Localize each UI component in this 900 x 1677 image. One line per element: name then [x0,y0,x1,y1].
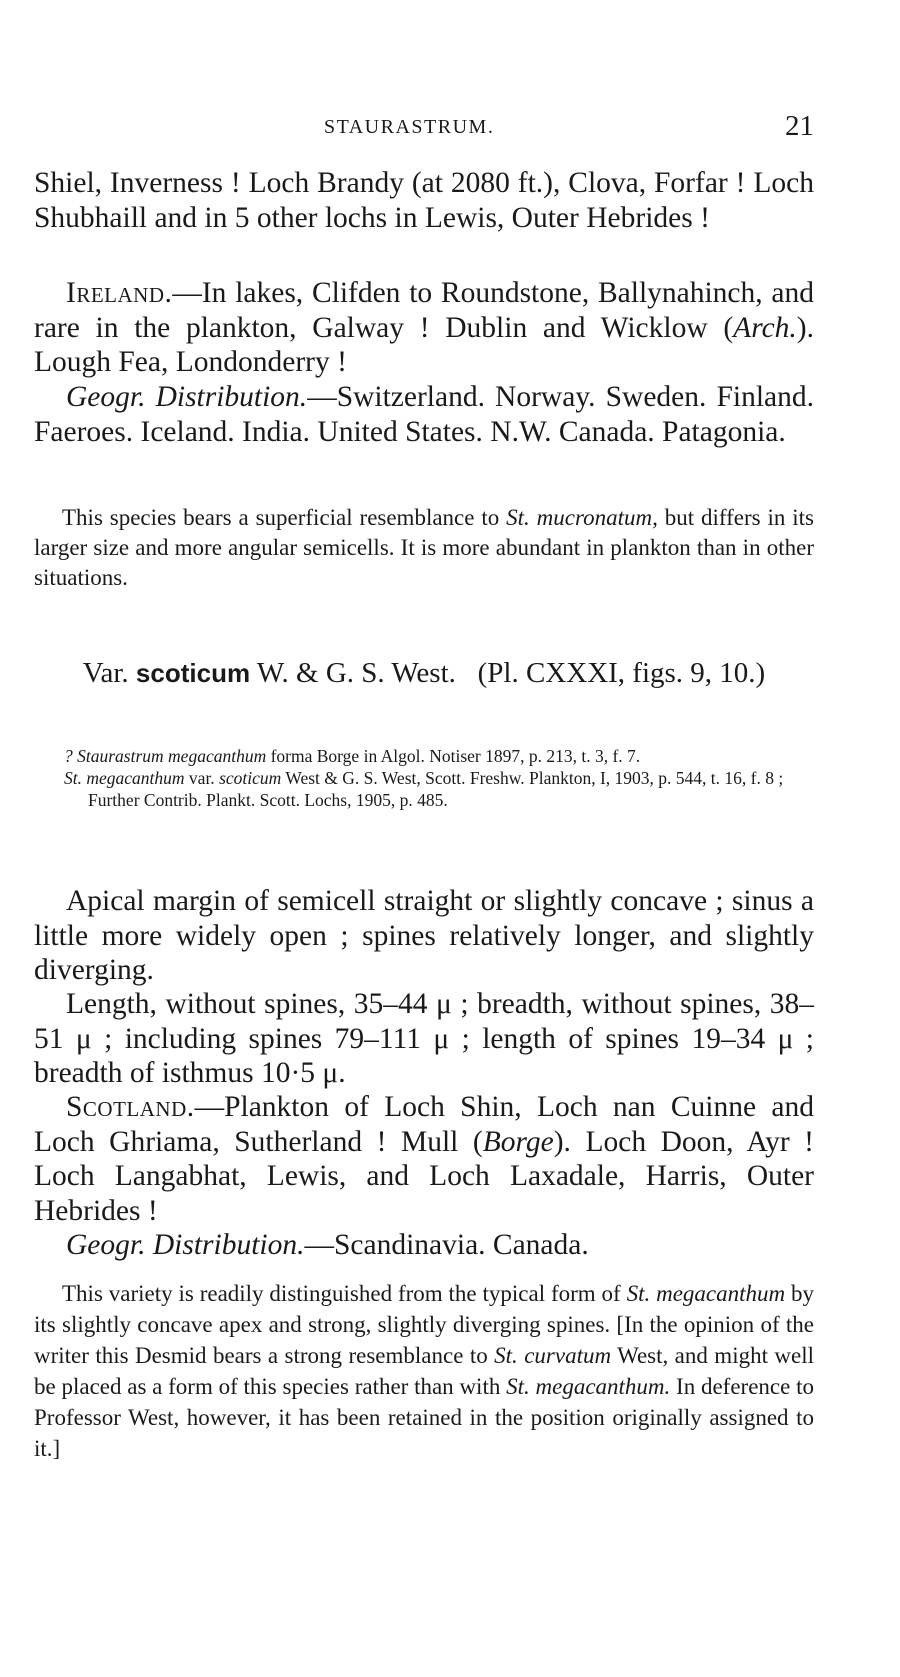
page-number: 21 [785,110,814,142]
synonym-1-name: ? Staurastrum megacanthum [64,746,267,766]
note2-part-3: West, and might well be placed as a form of this species rather than with [34,1343,814,1399]
note2-species-1: St. megacanthum [626,1281,786,1306]
running-title: STAURASTRUM. [324,116,495,138]
variety-heading [34,656,814,690]
scotland-label: Scotland. [66,1091,195,1123]
variety-note [34,1278,814,1464]
note2-part-2: by its slightly concave apex and strong, slightly diverging spines. [In the opinion of the writer this Desmid bears a strong resemblance to [34,1281,814,1368]
synonym-2 [64,767,814,811]
synonym-1 [64,745,814,767]
synonym-2-name: St. megacanthum [64,768,185,788]
variety-plate: (Pl. CXXXI, figs. 9, 10.) [477,657,766,689]
variety-distribution-label: Geogr. Distribution. [66,1229,305,1261]
variety-author: W. & G. S. West. [256,657,456,689]
note1-pre: This species bears a superficial resemblance to [62,505,507,530]
measurements-text: Length, without spines, 35–44 μ ; breadth, without spines, 38–51 μ ; including spines 79–111 μ ; length of spines 19–34 μ ; breadth of isthmus 10·5 μ. [34,988,814,1089]
running-header [34,112,814,152]
note2-species-2: St. curvatum [494,1343,612,1368]
distribution-paragraph [34,380,814,449]
species-note [34,503,814,593]
scotland-tail: ). Loch Doon, Ayr ! Loch Langabhat, Lewis, and Loch Laxadale, Harris, Outer Hebrides ! [34,1125,815,1227]
variety-distribution-paragraph [34,1228,814,1263]
synonym-2-variety: scoticum [219,768,282,788]
scotland-citation: Borge [482,1125,554,1158]
synonym-2-text: var. [184,768,220,788]
ireland-paragraph [34,276,814,380]
measurements-paragraph [34,987,814,1091]
synonym-1-citation: forma Borge in Algol. Notiser 1897, p. 213, t. 3, f. 7. [266,746,641,766]
locality-paragraph [34,166,814,235]
ireland-label: Ireland. [66,277,173,309]
scotland-paragraph [34,1090,814,1228]
variety-distribution-text: —Scandinavia. Canada. [304,1229,589,1261]
ireland-citation: Arch. [733,311,797,344]
scotland-continued-text: Shiel, Inverness ! Loch Brandy (at 2080 ft.), Clova, Forfar ! Loch Shubhaill and in 5 other lochs in Lewis, Outer Hebrides ! [34,167,814,234]
note2-species-3: St. megacanthum. [506,1374,671,1399]
distribution-label: Geogr. Distribution. [66,381,308,413]
synonym-2-citation: West & G. S. West, Scott. Freshw. Plankton, I, 1903, p. 544, t. 16, f. 8 ; Further Contrib. Plankt. Scott. Lochs, 1905, p. 485. [88,768,784,810]
scotland-text: —Plankton of Loch Shin, Loch nan Cuinne and Loch Ghriama, Sutherland ! Mull ( [34,1091,814,1158]
description-text: Apical margin of semicell straight or slightly concave ; sinus a little more widely open ; spines relatively longer, and slightly diverging. [34,885,814,986]
ireland-text: —In lakes, Clifden to Roundstone, Ballynahinch, and rare in the plankton, Galway ! Dublin and Wicklow ( [34,277,814,344]
note2-part-4: In deference to Professor West, however, it has been retained in the position originally assigned to it.] [34,1374,814,1461]
note2-part-1: This variety is readily distinguished from the typical form of [62,1281,627,1306]
synonym-list [64,745,814,811]
description-paragraph [34,884,814,988]
variety-prefix: Var. [82,657,129,689]
ireland-tail: ). Lough Fea, Londonderry ! [34,311,814,378]
note1-species: St. mucronatum, [506,505,658,530]
distribution-text: —Switzerland. Norway. Sweden. Finland. Faeroes. Iceland. India. United States. N.W. Canada. Patagonia. [34,381,814,448]
variety-name: scoticum [135,658,251,688]
note1-post: but differs in its larger size and more angular semicells. It is more abundant in plankton than in other situations. [34,505,815,590]
